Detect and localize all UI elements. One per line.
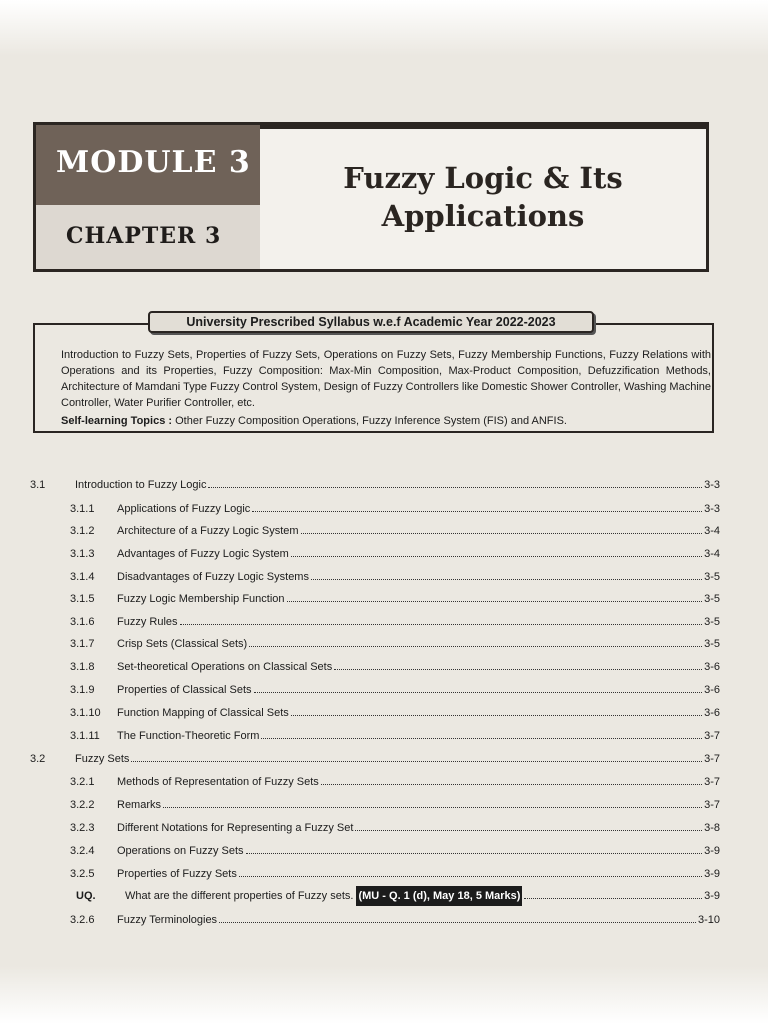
chapter-header <box>33 122 709 272</box>
toc-leader-dots <box>131 751 702 762</box>
toc-row <box>30 772 720 792</box>
toc-page-number: 3-8 <box>704 822 720 834</box>
toc-title: Methods of Representation of Fuzzy Sets <box>117 776 319 788</box>
toc-page-number: 3-7 <box>704 776 720 788</box>
toc-row <box>30 475 720 495</box>
self-learning-label: Self-learning Topics : <box>61 415 173 427</box>
toc-row <box>30 864 720 884</box>
toc-title: Architecture of a Fuzzy Logic System <box>117 525 299 537</box>
toc-title: Operations on Fuzzy Sets <box>117 845 244 857</box>
toc-number: 3.1.11 <box>70 730 100 742</box>
toc-page-number: 3-6 <box>704 684 720 696</box>
toc-page-number: 3-9 <box>704 868 720 880</box>
toc-number: UQ. <box>76 890 96 902</box>
toc-row <box>30 521 720 541</box>
toc-title: Properties of Fuzzy Sets <box>117 868 237 880</box>
toc-number: 3.1 <box>30 479 46 491</box>
chapter-title-line2: Applications <box>381 199 585 233</box>
toc-page-number: 3-10 <box>697 914 720 926</box>
toc-page-number: 3-7 <box>704 753 720 765</box>
toc-leader-dots <box>219 912 696 923</box>
toc-leader-dots <box>180 614 703 625</box>
toc-row <box>30 680 720 700</box>
syllabus-content <box>61 347 711 429</box>
toc-row <box>30 910 720 930</box>
toc-number: 3.1.2 <box>70 525 95 537</box>
toc-row <box>30 612 720 632</box>
toc-number: 3.1.6 <box>70 616 95 628</box>
toc-leader-dots <box>291 546 702 557</box>
toc-title: Remarks <box>117 799 162 811</box>
toc-title: Fuzzy Sets <box>75 753 130 765</box>
toc-row <box>30 749 720 769</box>
toc-page-number: 3-6 <box>704 707 720 719</box>
toc-page-number: 3-7 <box>704 730 720 742</box>
toc-title: Crisp Sets (Classical Sets) <box>117 638 248 650</box>
toc-row <box>30 634 720 654</box>
toc-row <box>30 657 720 677</box>
toc-leader-dots <box>355 820 702 831</box>
toc-row <box>30 818 720 838</box>
toc-row <box>30 726 720 746</box>
toc-number: 3.1.8 <box>70 661 95 673</box>
toc-number: 3.2.2 <box>70 799 95 811</box>
toc-title: Different Notations for Representing a Fuzzy Set <box>117 822 354 834</box>
toc-leader-dots <box>311 569 702 580</box>
toc-leader-dots <box>321 774 702 785</box>
toc-page-number: 3-3 <box>704 479 720 491</box>
chapter-title-line1: Fuzzy Logic & Its <box>343 161 623 195</box>
toc-title: What are the different properties of Fuzzy sets. <box>125 890 354 902</box>
toc-row <box>30 544 720 564</box>
toc-title: Advantages of Fuzzy Logic System <box>117 548 289 560</box>
toc-leader-dots <box>239 866 702 877</box>
toc-number: 3.1.10 <box>70 707 101 719</box>
toc-row <box>30 589 720 609</box>
module-cell <box>36 125 260 205</box>
toc-page-number: 3-9 <box>704 890 720 902</box>
toc-row <box>30 567 720 587</box>
toc-title: Set-theoretical Operations on Classical Sets <box>117 661 333 673</box>
toc-leader-dots <box>301 523 703 534</box>
module-label: MODULE 3 <box>56 145 251 180</box>
toc-leader-dots <box>524 888 702 899</box>
toc-leader-dots <box>246 843 703 854</box>
toc-number: 3.2.3 <box>70 822 95 834</box>
syllabus-heading: University Prescribed Syllabus w.e.f Academic Year 2022-2023 <box>148 311 594 333</box>
toc-leader-dots <box>254 682 703 693</box>
chapter-label: CHAPTER 3 <box>66 223 222 249</box>
exam-reference-badge: (MU - Q. 1 (d), May 18, 5 Marks) <box>356 886 522 906</box>
toc-page-number: 3-5 <box>704 593 720 605</box>
toc-title: Properties of Classical Sets <box>117 684 252 696</box>
toc-leader-dots <box>249 636 702 647</box>
page-top-edge <box>0 0 768 56</box>
toc-leader-dots <box>287 591 703 602</box>
toc-leader-dots <box>163 797 702 808</box>
toc-number: 3.1.1 <box>70 503 95 515</box>
toc-number: 3.1.7 <box>70 638 95 650</box>
toc-row <box>30 841 720 861</box>
toc-title: Fuzzy Rules <box>117 616 178 628</box>
toc-page-number: 3-3 <box>704 503 720 515</box>
toc-title: Disadvantages of Fuzzy Logic Systems <box>117 571 309 583</box>
toc-page-number: 3-9 <box>704 845 720 857</box>
toc-number: 3.1.4 <box>70 571 95 583</box>
toc-row <box>30 499 720 519</box>
toc-title: Applications of Fuzzy Logic <box>117 503 251 515</box>
toc-number: 3.2.6 <box>70 914 95 926</box>
toc-leader-dots <box>334 659 702 670</box>
chapter-cell <box>36 205 260 269</box>
toc-leader-dots <box>261 728 702 739</box>
toc-row <box>30 703 720 723</box>
toc-page-number: 3-4 <box>704 548 720 560</box>
toc-title: Fuzzy Terminologies <box>117 914 218 926</box>
header-rule <box>260 125 706 129</box>
toc-number: 3.2.5 <box>70 868 95 880</box>
toc-number: 3.2 <box>30 753 46 765</box>
toc-page-number: 3-6 <box>704 661 720 673</box>
toc-leader-dots <box>208 477 702 488</box>
self-learning-text: Other Fuzzy Composition Operations, Fuzzy Inference System (FIS) and ANFIS. <box>175 415 567 427</box>
toc-number: 3.1.3 <box>70 548 95 560</box>
self-learning <box>61 413 711 429</box>
toc-title: Fuzzy Logic Membership Function <box>117 593 285 605</box>
toc-number: 3.1.9 <box>70 684 95 696</box>
toc-page-number: 3-5 <box>704 616 720 628</box>
toc-page-number: 3-5 <box>704 571 720 583</box>
toc-title: The Function-Theoretic Form <box>117 730 260 742</box>
toc-leader-dots <box>291 705 702 716</box>
toc-row <box>30 886 720 906</box>
toc-page-number: 3-7 <box>704 799 720 811</box>
toc-number: 3.1.5 <box>70 593 95 605</box>
chapter-title <box>260 159 706 235</box>
toc-title: Function Mapping of Classical Sets <box>117 707 289 719</box>
toc-row <box>30 795 720 815</box>
toc-leader-dots <box>252 501 702 512</box>
toc-number: 3.2.1 <box>70 776 95 788</box>
toc-number: 3.2.4 <box>70 845 95 857</box>
toc-page-number: 3-4 <box>704 525 720 537</box>
syllabus-box <box>33 323 714 433</box>
page-bottom-edge <box>0 966 768 1024</box>
syllabus-body: Introduction to Fuzzy Sets, Properties of Fuzzy Sets, Operations on Fuzzy Sets, Fuzzy Membership Functions, Fuzzy Relations with Operations and its Properties, Fuzzy Composition: Max-Min Composition, Max-Product Composition, Defuzzification Methods, Architecture of Mamdani Type Fuzzy Control System, Design of Fuzzy Controllers like Domestic Shower Controller, Washing Machine Controller, Water Purifier Controller, etc. <box>61 349 711 409</box>
toc-page-number: 3-5 <box>704 638 720 650</box>
toc-title: Introduction to Fuzzy Logic <box>75 479 207 491</box>
